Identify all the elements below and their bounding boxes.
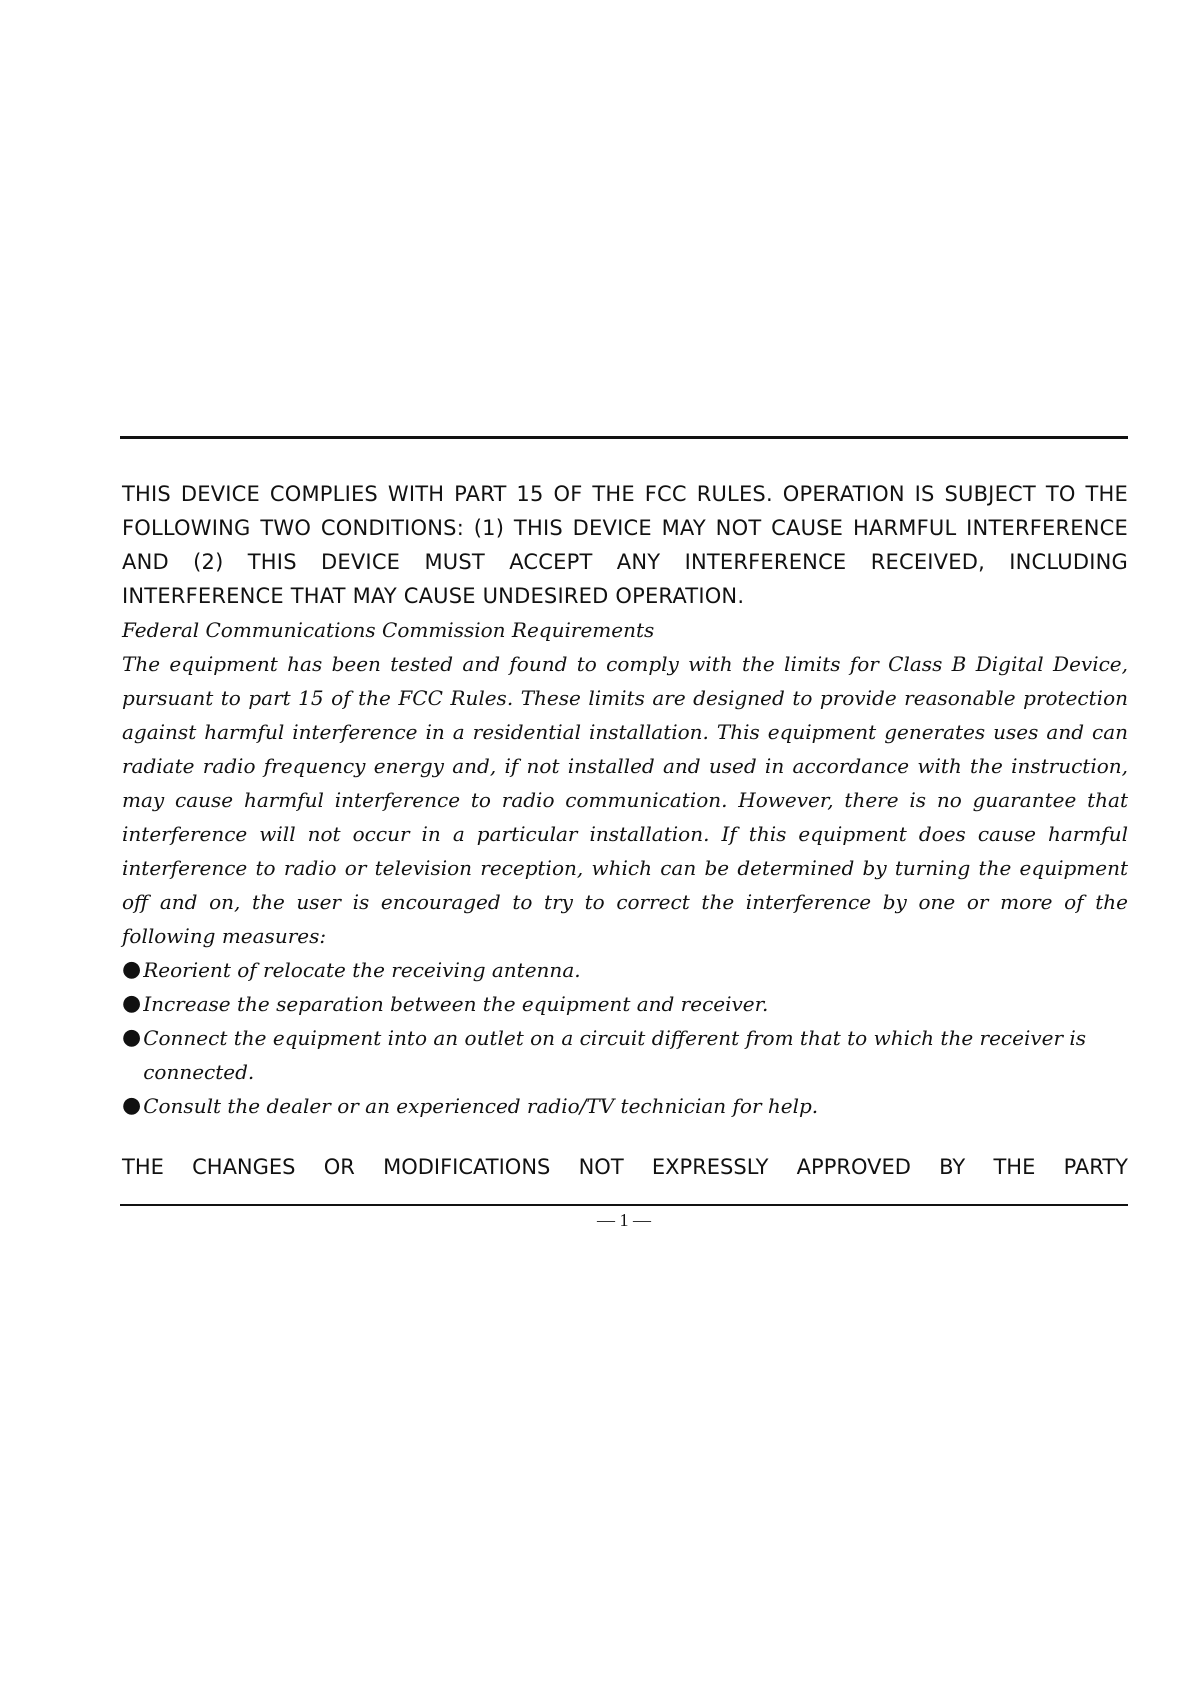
- bullet-icon: ●: [122, 1025, 142, 1050]
- requirements-body: The equipment has been tested and found to comply with the limits for Class B Digital Device, pursuant to part 15 of the FCC Rules. These limits are designed to provide reasonable protection against harmful interference in a residential installation. This equipment generates uses and can radiate radio frequency energy and, if not installed and used in accordance with the instruction, may cause harmful interference to radio communication. However, there is no guarantee that interference will not occur in a particular installation. If this equipment does cause harmful interference to radio or television reception, which can be determined by turning the equipment off and on, the user is encouraged to try to correct the interference by one or more of the following measures:: [122, 652, 1128, 948]
- changes-statement: THE CHANGES OR MODIFICATIONS NOT EXPRESSLY APPROVED BY THE PARTY: [122, 1155, 1128, 1179]
- bullet-icon: ●: [122, 957, 142, 982]
- requirements-heading: Federal Communications Commission Requirements: [122, 618, 655, 642]
- measures-list: [122, 953, 1128, 1123]
- bottom-divider: [120, 1204, 1128, 1206]
- list-item: [122, 987, 1128, 1021]
- bullet-icon: ●: [122, 1093, 142, 1118]
- page-content: [122, 477, 1128, 1123]
- fcc-compliance-statement: THIS DEVICE COMPLIES WITH PART 15 OF THE FCC RULES. OPERATION IS SUBJECT TO THE FOLLOWING TWO CONDITIONS: (1) THIS DEVICE MAY NOT CAUSE HARMFUL INTERFERENCE AND (2) THIS DEVICE MUST ACCEPT ANY INTERFERENCE RECEIVED, INCLUDING INTERFERENCE THAT MAY CAUSE UNDESIRED OPERATION.: [122, 482, 1128, 608]
- page-number: — 1 —: [597, 1210, 651, 1230]
- bullet-icon: ●: [122, 991, 142, 1016]
- list-item: [122, 953, 1128, 987]
- measure-text: Increase the separation between the equipment and receiver.: [143, 992, 769, 1016]
- list-item: [122, 1089, 1128, 1123]
- measure-text: Connect the equipment into an outlet on a circuit different from that to which the receiver is connected.: [143, 1026, 1087, 1084]
- list-item: [122, 1021, 1128, 1089]
- measure-text: Reorient of relocate the receiving antenna.: [143, 958, 581, 982]
- measure-text: Consult the dealer or an experienced radio/TV technician for help.: [143, 1094, 819, 1118]
- top-divider: [120, 436, 1128, 439]
